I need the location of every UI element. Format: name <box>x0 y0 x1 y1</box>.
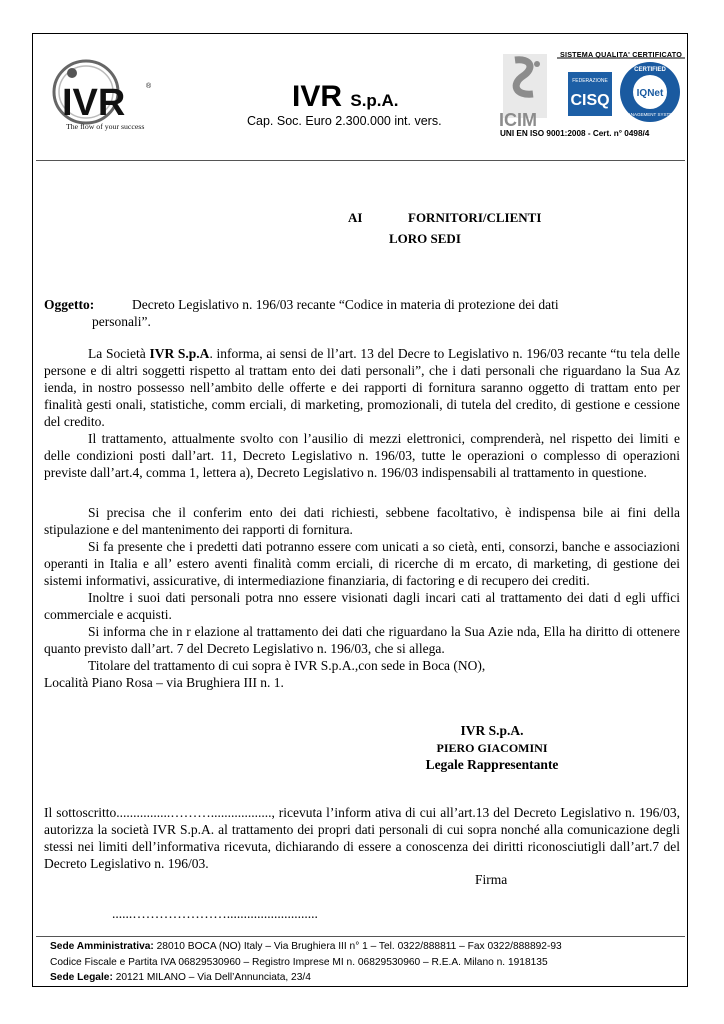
svg-text:IQNet: IQNet <box>636 88 664 99</box>
capital-statement: Cap. Soc. Euro 2.300.000 int. vers. <box>247 114 442 128</box>
footer-legal-office: Sede Legale: 20121 MILANO – Via Dell’Annunciata, 23/4 <box>50 972 311 983</box>
subject-continuation: personali”. <box>92 314 151 329</box>
recipient-name: FORNITORI/CLIENTI <box>408 210 542 225</box>
paragraph-conferimento: Si precisa che il conferim ento dei dati richiesti, sebbene facoltativo, è indispensa bile ai fini della stipulazione e del mantenimento dei rapporti di fornitura. <box>44 505 680 537</box>
recipient-location: LORO SEDI <box>389 231 461 246</box>
svg-text:MANAGEMENT SYSTEM: MANAGEMENT SYSTEM <box>624 112 676 117</box>
paragraph-diritti: Si informa che in r elazione al trattamento dei dati che riguardano la Sua Azie nda, Ella ha diritto di ottenere quanto previsto dall’art. 7 del Decreto Legislativo n. 196/03, che si allega. <box>44 624 680 656</box>
signature-company: IVR S.p.A. <box>460 723 524 738</box>
signature-role: Legale Rappresentante <box>425 757 559 772</box>
svg-text:FEDERAZIONE: FEDERAZIONE <box>572 78 608 84</box>
svg-text:CISQ: CISQ <box>570 92 610 109</box>
certification-number: UNI EN ISO 9001:2008 - Cert. n° 0498/4 <box>500 129 650 138</box>
consent-statement: Il sottoscritto................……….................., ricevuta l’inform ativa di cui all’art.13 del Decreto Legislativo n. 196/03, autorizza la società IVR S.p.A. al trattamento dei propri dati personali di cui sopra nonché alla comunicazione degli stessi nei limiti dell’informativa ricevuta, dichiarando di essere a conoscenza dei diritti riconosciutigli dall’art.7 del Decreto Legislativo n. 196/03. <box>44 805 680 871</box>
svg-text:®: ® <box>146 83 152 90</box>
svg-text:CERTIFIED: CERTIFIED <box>634 67 666 73</box>
signature-block <box>380 722 604 774</box>
subject-text: Decreto Legislativo n. 196/03 recante “Codice in materia di protezione dei dati <box>132 297 559 312</box>
paragraph-titolare-address: Località Piano Rosa – via Brughiera III n. 1. <box>44 675 284 690</box>
subject-line <box>44 296 684 330</box>
signature-field: ......…………………........................... <box>112 906 318 921</box>
recipient-prefix: AI <box>348 210 363 225</box>
logo-text: IVR <box>62 82 126 124</box>
paragraph-visione: Inoltre i suoi dati personali potra nno essere visionati dagli incari cati al trattamento dei dati d egli uffici commerciale e acquisti. <box>44 590 680 622</box>
letter-body-part1 <box>44 345 680 481</box>
footer-admin-office: Sede Amministrativa: 28010 BOCA (NO) Italy – Via Brughiera III n° 1 – Tel. 0322/888811 – Fax 0322/888892-93 <box>50 941 562 952</box>
logo-tagline: The flow of your success <box>66 122 145 131</box>
header-divider <box>36 160 685 161</box>
paragraph-informativa: La Società IVR S.p.A. informa, ai sensi de ll’art. 13 del Decre to Legislativo n. 196/03 recante “tu tela delle persone e di altri soggetti rispetto al trattam ento dei dati personali”, che i dati personali che riguardano la Sua Az ienda, in nostro possesso nell’ambito delle offerte e dei rapporti di fornitura saranno oggetto di trattam ento per finalità gesti onali, statistiche, comm erciali, di marketing, promozionali, di tutela del credito, di gestione e cessione del credito. <box>44 346 680 429</box>
firma-label: Firma <box>475 872 508 887</box>
icim-logo-icon <box>499 54 547 130</box>
iqnet-logo-icon <box>620 62 680 122</box>
paragraph-comunicazione: Si fa presente che i predetti dati potranno essere com unicati a so cietà, enti, consorzi, banche e associazioni operanti in Italia e all’ estero aventi finalità comm erciali, di ricerche di m ercato, di marketing, di gestione dei sistemi informativi, assicurative, di intermediazione finanziaria, di factoring e di recupero dei crediti. <box>44 539 680 588</box>
company-name: IVR S.p.A. <box>292 80 399 113</box>
footer-registry: Codice Fiscale e Partita IVA 06829530960 – Registro Imprese MI n. 06829530960 – R.E.A. Milano n. 1918135 <box>50 956 548 968</box>
cisq-logo-icon <box>568 72 612 116</box>
logo-dot-icon <box>67 68 77 78</box>
paragraph-trattamento: Il trattamento, attualmente svolto con l’ausilio di mezzi elettronici, comprenderà, nel rispetto dei limiti e delle condizioni posti dall’art. 11, Decreto Legislativo n. 196/03, tutte le operazioni o complesso di operazioni previste dall’art.4, comma 1, lettera a), Decreto Legislativo n. 196/03 indispensabili al trattamento in questione. <box>44 431 680 480</box>
paragraph-titolare: Titolare del trattamento di cui sopra è IVR S.p.A.,con sede in Boca (NO), <box>88 658 486 673</box>
footer-divider <box>36 936 685 937</box>
subject-label: Oggetto: <box>44 297 95 312</box>
letter-body-part2 <box>44 504 680 691</box>
signature-name: PIERO GIACOMINI <box>436 741 548 755</box>
footer <box>50 939 562 986</box>
ivr-logo <box>48 58 160 134</box>
svg-text:ICIM: ICIM <box>499 110 537 130</box>
certification-title: SISTEMA QUALITA' CERTIFICATO <box>560 50 683 59</box>
